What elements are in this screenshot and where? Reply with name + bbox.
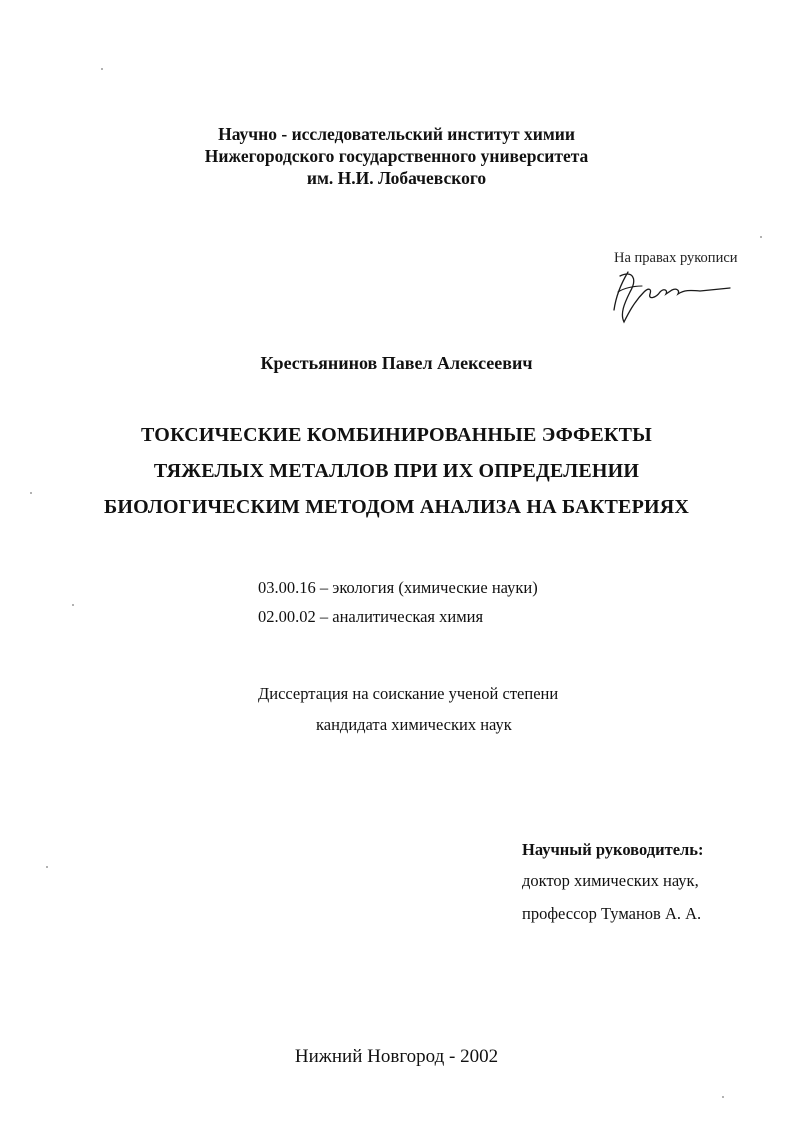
institution-line-1: Научно - исследовательский институт химии <box>218 124 575 144</box>
signature-icon <box>610 262 740 328</box>
scan-speck <box>101 68 103 70</box>
supervisor-degree: доктор химических наук, <box>522 871 699 890</box>
supervisor-name: профессор Туманов А. А. <box>522 904 702 923</box>
specialty-code-1: 03.00.16 – экология (химические науки) <box>258 578 538 597</box>
dissertation-degree-line-1: Диссертация на соискание ученой степени <box>258 684 559 703</box>
scan-speck <box>722 1096 724 1098</box>
scan-speck <box>46 866 48 868</box>
specialty-code-2: 02.00.02 – аналитическая химия <box>258 607 484 626</box>
scan-speck <box>72 604 74 606</box>
scan-speck <box>760 236 762 238</box>
author-name: Крестьянинов Павел Алексеевич <box>260 353 533 373</box>
thesis-title-line-3: БИОЛОГИЧЕСКИМ МЕТОДОМ АНАЛИЗА НА БАКТЕРИЯХ <box>103 496 690 518</box>
manuscript-rights-note: На правах рукописи <box>614 250 738 266</box>
thesis-title-line-2: ТЯЖЕЛЫХ МЕТАЛЛОВ ПРИ ИХ ОПРЕДЕЛЕНИИ <box>153 460 640 482</box>
institution-line-3: им. Н.И. Лобачевского <box>306 168 487 188</box>
thesis-title-line-1: ТОКСИЧЕСКИЕ КОМБИНИРОВАННЫЕ ЭФФЕКТЫ <box>141 424 652 446</box>
scan-speck <box>30 492 32 494</box>
city-and-year: Нижний Новгород - 2002 <box>294 1046 499 1067</box>
institution-line-2: Нижегородского государственного университета <box>204 146 589 166</box>
dissertation-degree-line-2: кандидата химических наук <box>316 715 512 734</box>
supervisor-heading: Научный руководитель: <box>522 840 704 859</box>
